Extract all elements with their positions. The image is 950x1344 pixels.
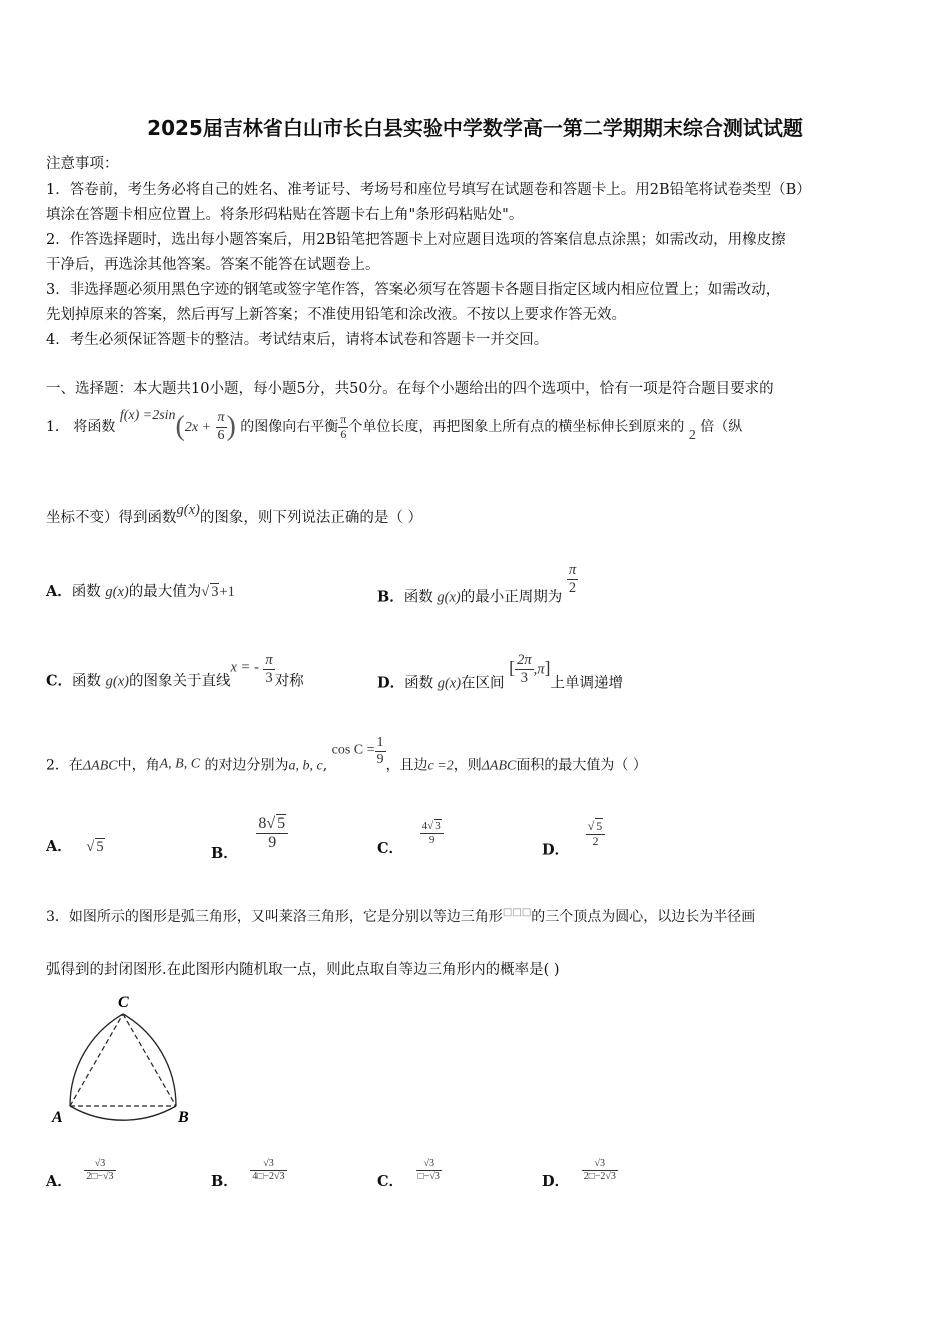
option-label: B．: [377, 588, 404, 606]
q3-text: 的三个顶点为圆心，以边长为半径画: [531, 909, 756, 925]
option-label: C．: [377, 840, 404, 858]
denominator: 3: [520, 669, 529, 686]
denominator: 9: [268, 834, 277, 852]
fraction-option-c: [416, 1158, 442, 1182]
reuleaux-triangle-figure: [48, 990, 198, 1130]
numerator: π: [568, 562, 577, 578]
option-label: C．: [377, 1173, 404, 1190]
sqrt-icon: √: [86, 839, 95, 855]
option-label: A．: [46, 583, 72, 600]
q2-text: 面积的最大值为（ ）: [516, 757, 647, 774]
q1-option-c[interactable]: [46, 652, 304, 691]
fraction-pi-over-3: [263, 652, 274, 686]
numerator: π: [340, 411, 347, 426]
notice-line: 3．非选择题必须用黑色字迹的钢笔或签字笔作答，答案必须写在答题卡各题目指定区域内相应位置上；如需改动，: [46, 282, 781, 298]
question-number: 2．: [46, 757, 69, 774]
denominator: 2: [592, 833, 599, 848]
fraction-2pi-over-3: [515, 652, 534, 686]
fraction-option-d: [582, 1158, 618, 1182]
denominator: 2□−√3: [86, 1170, 114, 1182]
numerator: [420, 820, 444, 834]
question-3-line-2: 弧得到的封闭图形.在此图形内随机取一点，则此点取自等边三角形内的概率是( ): [46, 962, 560, 978]
numerator: 1: [375, 735, 386, 752]
vertex-label-b: B: [178, 1109, 189, 1126]
question-1-line-2: [46, 502, 422, 527]
option-label: D．: [542, 1173, 570, 1190]
notice-line: 1．答卷前，考生务必将自己的姓名、准考证号、考场号和座位号填写在试题卷和答题卡上。用2B铅笔将试卷类型（B）: [46, 182, 811, 198]
denominator: 6: [217, 427, 225, 443]
q2-text: ，则: [453, 757, 482, 774]
numerator: √3: [582, 1158, 618, 1171]
numerator: π: [216, 410, 227, 427]
fraction-option-a: [84, 1158, 115, 1182]
denominator: 3: [265, 669, 273, 686]
option-text: 的最大值为: [128, 584, 202, 600]
fraction-option-b: [250, 1158, 286, 1182]
q2-text: 在: [68, 757, 83, 774]
q2-option-c[interactable]: [377, 820, 444, 858]
option-text: 的最小正周期为: [460, 589, 563, 606]
side-c: c =2: [427, 758, 454, 774]
q3-option-d[interactable]: [542, 1158, 618, 1191]
triangle-symbol: ΔABC: [481, 758, 517, 774]
numerator: √3: [250, 1158, 286, 1171]
option-text: 函数: [72, 673, 102, 690]
coefficient: 4: [421, 820, 428, 832]
function-g: g(x): [437, 589, 461, 606]
q2-text: ，且边: [385, 757, 428, 774]
fraction-option-d: [586, 820, 606, 849]
denominator: 2□−2√3: [583, 1170, 616, 1182]
fraction-option-b: [256, 815, 288, 853]
question-2-line: [46, 735, 647, 775]
denominator: □−√3: [417, 1170, 440, 1182]
vertex-label-c: C: [118, 994, 129, 1011]
missing-glyphs: □□□: [502, 907, 532, 918]
q2-option-b[interactable]: [211, 815, 288, 863]
radicand: 5: [277, 815, 286, 832]
option-label: B．: [211, 1173, 238, 1190]
notice-line: 干净后，再选涂其他答案。答案不能答在试题卷上。: [46, 257, 380, 273]
angles: A, B, C: [159, 756, 201, 772]
q2-option-a[interactable]: [46, 835, 105, 856]
left-paren: (: [175, 411, 185, 442]
notice-line: 填涂在答题卡相应位置上。将条形码粘贴在答题卡右上角"条形码粘贴处"。: [46, 207, 524, 223]
triangle-symbol: ΔABC: [82, 758, 118, 774]
q1-text: 的图象，则下列说法正确的是（ ）: [199, 510, 422, 526]
fraction-pi-over-6: [216, 410, 227, 443]
q1-text: 倍（纵: [700, 419, 743, 435]
q3-option-b[interactable]: [211, 1158, 287, 1191]
option-label: B．: [211, 844, 238, 862]
option-text: 在区间: [461, 675, 505, 692]
denominator: 6: [340, 426, 347, 441]
coefficient: 8: [258, 815, 267, 832]
fraction-option-c: [420, 820, 444, 846]
option-text: 函数: [403, 589, 433, 606]
option-label: D．: [542, 841, 570, 859]
q3-text: 如图所示的图形是弧三角形，又叫莱洛三角形，它是分别以等边三角形: [68, 909, 503, 925]
numerator: π: [265, 652, 273, 668]
question-number: 3．: [46, 909, 69, 925]
left-bracket: [: [509, 657, 516, 678]
q3-option-a[interactable]: [46, 1158, 116, 1191]
notice-line: 4．考生必须保证答题卡的整洁。考试结束后，请将本试卷和答题卡一并交回。: [46, 332, 549, 348]
section-heading: 一、选择题：本大题共10小题，每小题5分，共50分。在每个小题给出的四个选项中，恰有一项是符合题目要求的: [46, 381, 774, 397]
numerator: 2π: [517, 652, 532, 668]
q2-option-d[interactable]: [542, 820, 605, 859]
option-text: 的图象关于直线: [129, 673, 231, 690]
side-ac: [70, 1014, 123, 1106]
q2-text: 中，角: [117, 757, 160, 774]
notice-line: 2．作答选择题时，选出每小题答案后，用2B铅笔把答题卡上对应题目选项的答案信息点涂黑；如需改动，用橡皮擦: [46, 232, 786, 248]
q1-factor: 2: [688, 428, 696, 443]
right-paren: ): [226, 411, 236, 442]
q1-text: 坐标不变）得到函数: [46, 510, 177, 526]
q3-option-c[interactable]: [377, 1158, 442, 1191]
interval-end: ,π: [533, 661, 545, 678]
option-label: A．: [46, 838, 72, 855]
radicand: 5: [596, 819, 603, 833]
radicand: 3: [435, 820, 441, 832]
line-equation: x = -: [230, 659, 259, 676]
q1-option-a[interactable]: [46, 580, 235, 601]
notice-line: 先划掉原来的答案，然后再写上新答案；不准使用铅笔和涂改液。不按以上要求作答无效。: [46, 307, 626, 323]
radicand: 5: [96, 839, 104, 855]
notice-heading: 注意事项：: [46, 156, 119, 172]
vertex-label-a: A: [52, 1109, 63, 1126]
sides: a, b, c: [288, 758, 323, 774]
option-value: +1: [219, 584, 235, 600]
fraction-pi-over-6: [338, 413, 348, 442]
denominator: 9: [428, 833, 435, 846]
question-3-line-1: [46, 906, 755, 926]
q1-option-b[interactable]: [377, 562, 578, 607]
q1-function-g: g(x): [176, 502, 200, 518]
denominator: 9: [376, 752, 384, 768]
numerator: √3: [84, 1158, 115, 1171]
option-label: C．: [46, 672, 73, 690]
q1-function-f: f(x) =2sin: [119, 408, 176, 423]
radicand: 3: [211, 584, 219, 600]
q1-text: 将函数: [73, 419, 116, 435]
sqrt-icon: √: [587, 819, 595, 833]
denominator: 2: [568, 579, 577, 596]
cos-c: cos C =: [331, 742, 375, 758]
sqrt-icon: √: [201, 584, 210, 600]
option-text: 上单调递增: [550, 675, 624, 692]
denominator: 4□−2√3: [252, 1170, 285, 1182]
sqrt-icon: √: [266, 815, 276, 832]
function-g: g(x): [105, 673, 129, 690]
right-bracket: ]: [544, 657, 551, 678]
numerator: [256, 815, 288, 834]
fraction-1-over-9: [375, 735, 386, 768]
option-label: D．: [377, 674, 405, 692]
fraction-pi-over-2: [567, 562, 578, 596]
numerator: √3: [416, 1158, 442, 1171]
sqrt-icon: √: [427, 820, 434, 832]
option-text: 对称: [274, 673, 304, 690]
q2-text: 的对边分别为: [204, 757, 289, 774]
option-label: A．: [46, 1173, 72, 1190]
function-g: g(x): [437, 675, 462, 692]
option-text: 函数: [71, 584, 101, 600]
option-text: 函数: [404, 675, 434, 692]
side-cb: [123, 1014, 176, 1106]
page-title: 2025届吉林省白山市长白县实验中学数学高一第二学期期末综合测试试题: [147, 116, 803, 140]
q1-option-d[interactable]: [377, 652, 623, 693]
question-1-line-1: [46, 408, 742, 444]
q1-text: 的图像向右平衡: [240, 419, 339, 435]
question-number: 1．: [46, 419, 69, 435]
function-g: g(x): [105, 584, 129, 600]
q1-text: 个单位长度，再把图象上所有点的横坐标伸长到原来的: [348, 419, 685, 435]
q2-text: ,: [322, 757, 328, 774]
numerator: [586, 820, 606, 835]
arc-ab: [70, 1106, 176, 1120]
q1-arg: 2x +: [184, 420, 212, 435]
